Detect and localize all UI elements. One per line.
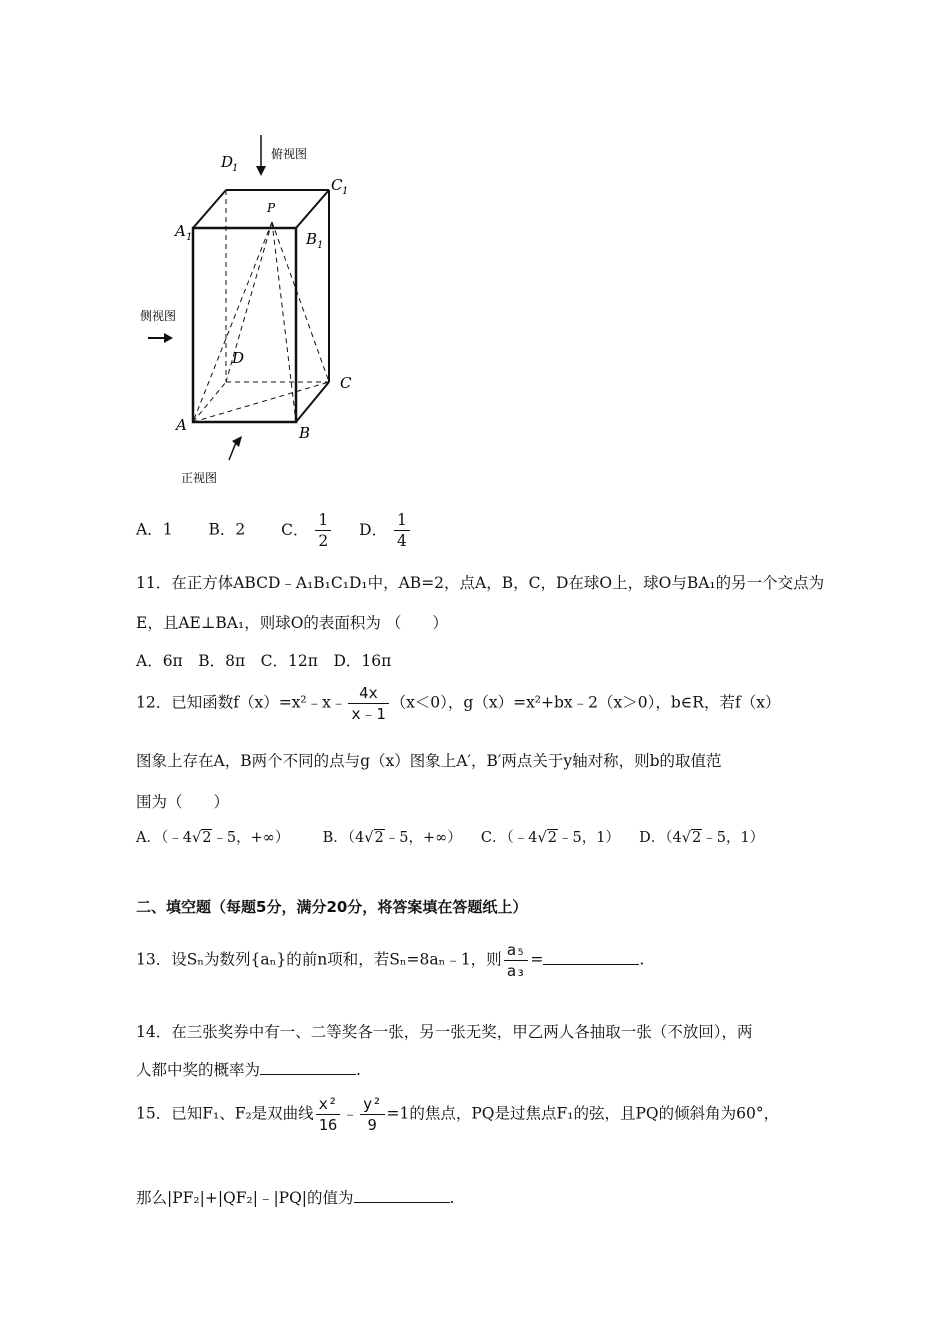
- q12-options: [136, 826, 764, 847]
- q14-answer-blank: [260, 1060, 356, 1075]
- front-view-arrow-icon: [232, 436, 242, 447]
- q15-line1: 15．已知F₁、F₂是双曲线 $\frac{\text{x²}}{16}$ ﹣ $\frac{\text{y²}}{9}$ =1的焦点，PQ是过焦点F₁的弦，且PQ的倾斜角为60°，: [136, 1095, 780, 1134]
- label-d: D: [232, 349, 245, 367]
- q10-options: [136, 510, 412, 551]
- prism-diagram: [136, 130, 366, 490]
- q11-options: A．6π B．8π C．12π D．16π: [136, 652, 392, 670]
- svg-text:1: 1: [186, 232, 193, 243]
- label-b1: B: [306, 230, 318, 248]
- svg-text:1: 1: [317, 240, 324, 251]
- q12-option-a: A．（﹣4√2﹣5，+∞）: [136, 830, 290, 846]
- label-a: A: [176, 416, 187, 434]
- q12-option-c: C．（﹣4√2﹣5，1）: [480, 830, 620, 846]
- q12-line2: 图象上存在A，B两个不同的点与g（x）图象上A′，B′两点关于y轴对称，则b的取值范: [136, 752, 722, 770]
- q10-option-a: A．1: [136, 520, 173, 539]
- svg-text:1: 1: [232, 163, 239, 174]
- q10-option-c: C． $\frac{1}{2}$: [281, 521, 338, 539]
- q12-option-b: B．（4√2﹣5，+∞）: [322, 830, 462, 846]
- side-view-label: 侧视图: [140, 309, 177, 323]
- label-p: P: [267, 201, 276, 215]
- side-view-arrow-icon: [164, 333, 173, 343]
- q11-line1: 11．在正方体ABCD﹣A₁B₁C₁D₁中，AB=2，点A，B，C，D在球O上，球O与BA₁的另一个交点为: [136, 574, 825, 592]
- q15-answer-blank: [354, 1188, 450, 1203]
- svg-text:1: 1: [342, 186, 349, 197]
- q11-line2: E，且AE⊥BA₁，则球O的表面积为 （ ）: [136, 614, 448, 632]
- top-view-label: 俯视图: [271, 147, 308, 161]
- q12-option-d: D．（4√2﹣5，1）: [639, 830, 765, 846]
- front-view-label: 正视图: [181, 471, 218, 485]
- q15-line2: 那么|PF₂|+|QF₂|﹣|PQ|的值为 .: [136, 1189, 455, 1207]
- q10-option-d: D． $\frac{1}{4}$: [359, 521, 412, 539]
- q13-line: 13．设Sₙ为数列{aₙ}的前n项和，若Sₙ=8aₙ﹣1，则 $\frac{\text{a₅}}{\text{a₃}}$ = .: [136, 941, 645, 980]
- label-c1: C: [331, 176, 343, 194]
- label-b: B: [299, 424, 311, 442]
- section2-heading: 二、填空题（每题5分，满分20分，将答案填在答题纸上）: [136, 898, 528, 916]
- top-view-arrow-icon: [256, 166, 266, 176]
- label-d1: D: [221, 153, 234, 171]
- q12-line1: 12．已知函数f（x）=x²﹣x﹣ $\frac{4x}{x﹣1}$ （x＜0），g（x）=x²+bx﹣2（x＞0），b∈R，若f（x）: [136, 684, 781, 723]
- q13-answer-blank: [543, 950, 639, 965]
- q14-line1: 14．在三张奖券中有一、二等奖各一张，另一张无奖，甲乙两人各抽取一张（不放回），两: [136, 1023, 753, 1041]
- prism-figure: [136, 130, 366, 490]
- label-a1: A: [175, 222, 186, 240]
- q12-line3: 围为（ ）: [136, 793, 230, 811]
- q14-line2: 人都中奖的概率为 .: [136, 1061, 361, 1079]
- label-c: C: [340, 374, 352, 392]
- q10-option-b: B．2: [208, 520, 246, 539]
